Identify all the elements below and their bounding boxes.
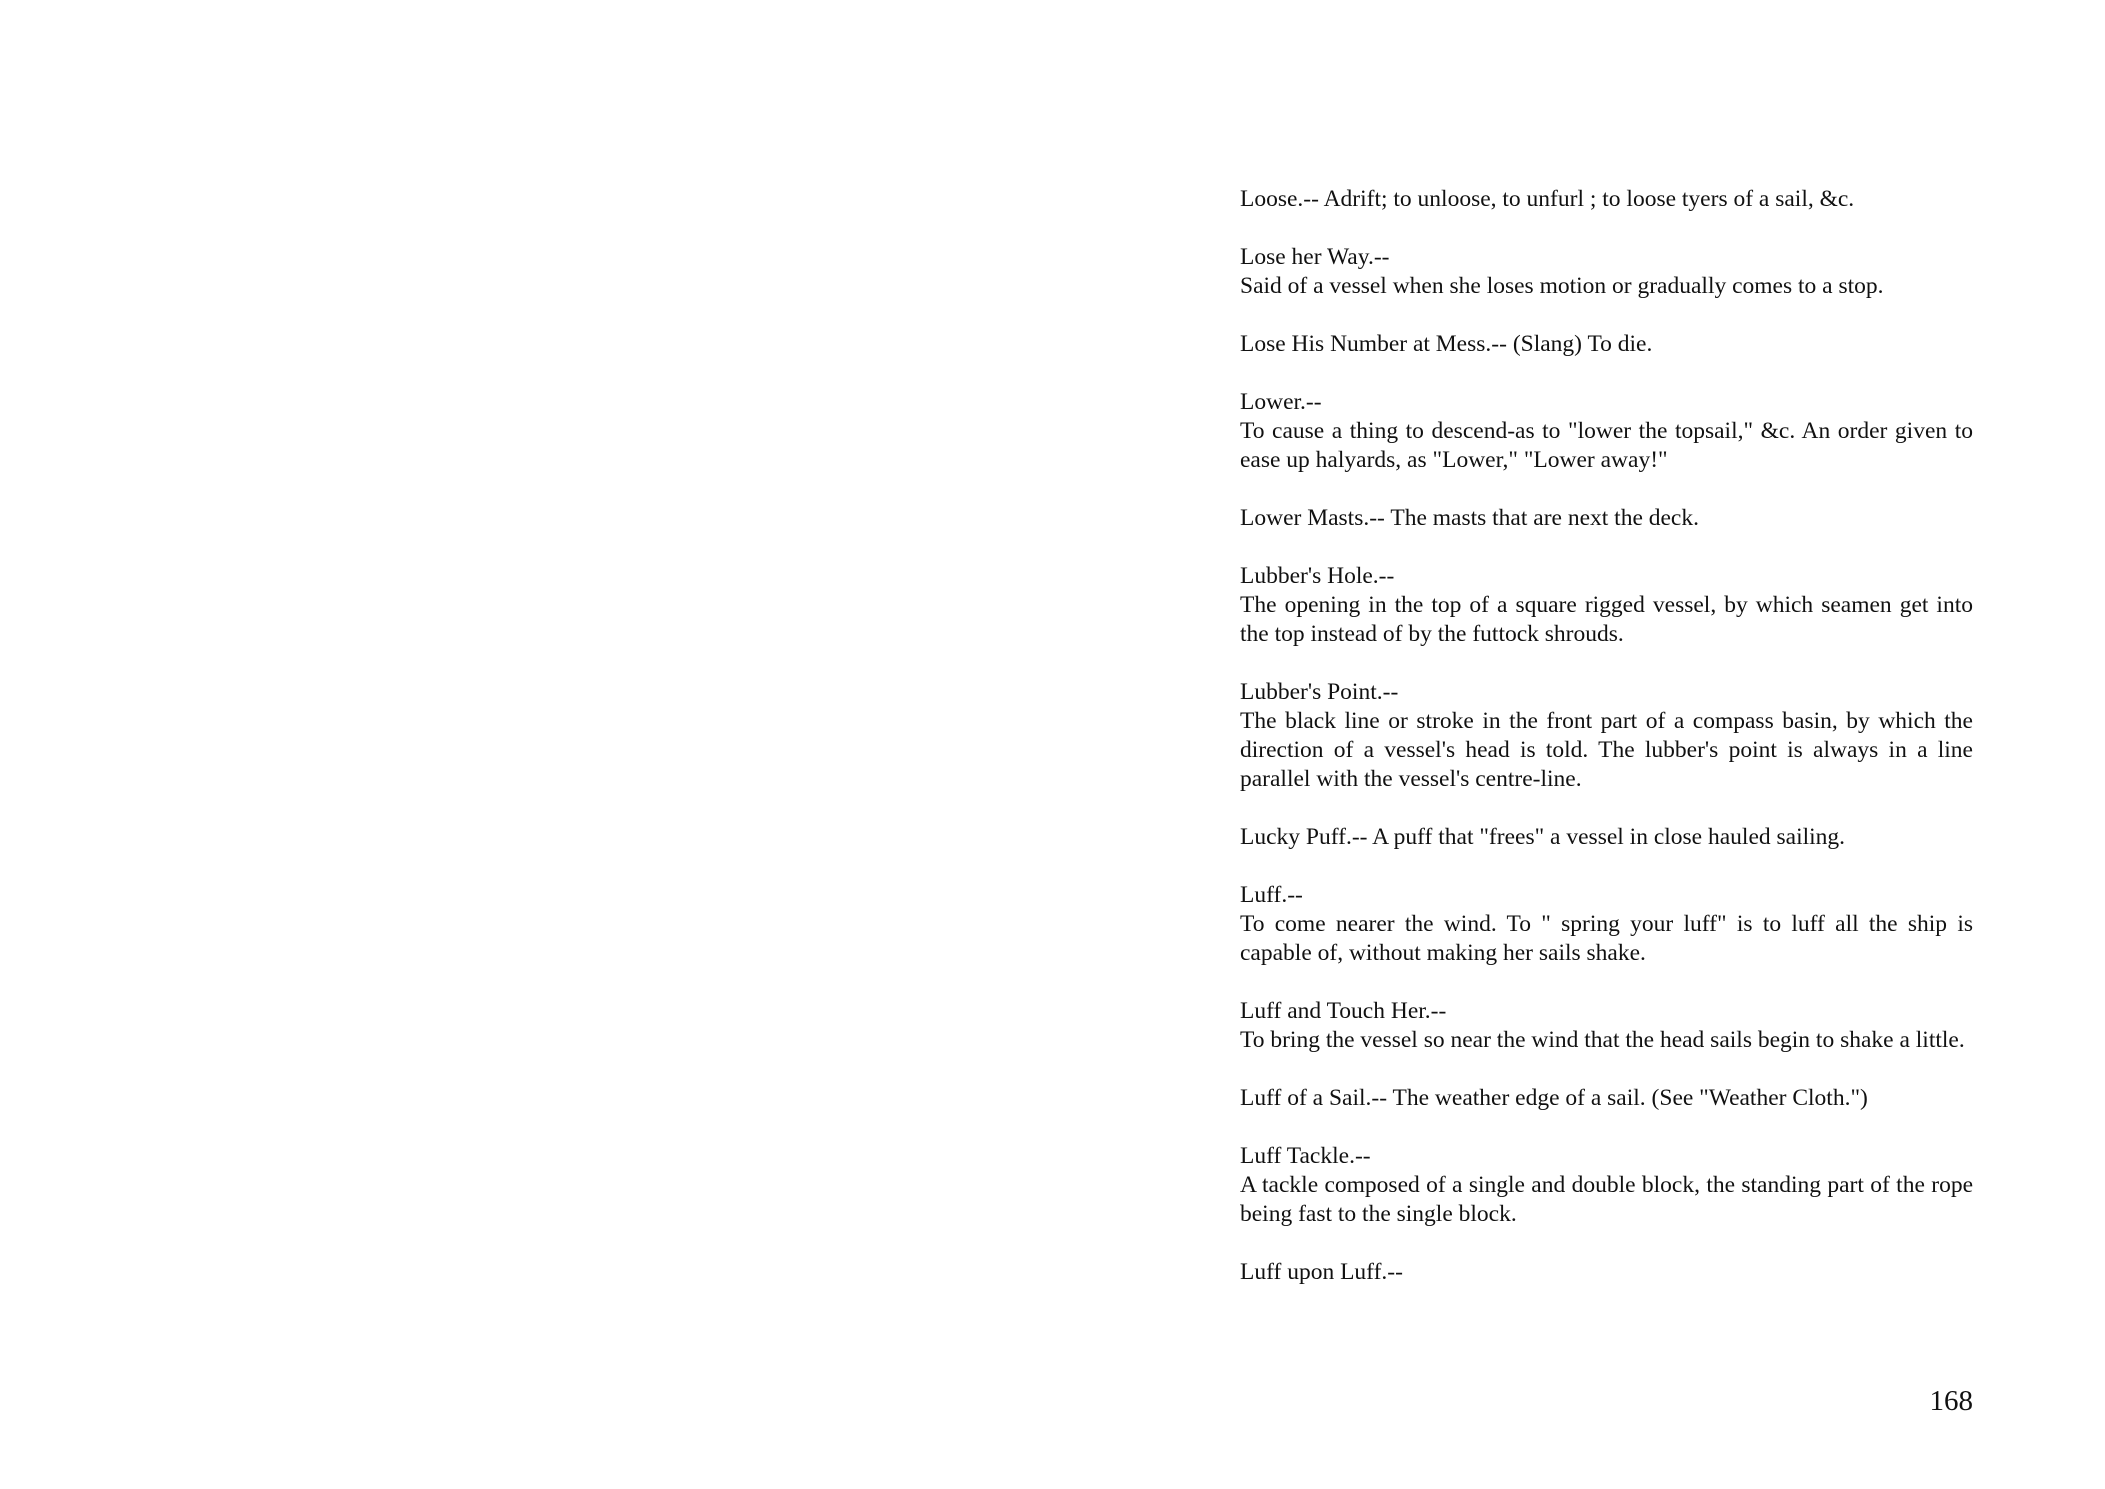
entry-term: Luff.--: [1240, 882, 1303, 908]
glossary-entry-luff-tackle: [1240, 1142, 1973, 1229]
entry-term: Loose.--: [1240, 186, 1319, 212]
glossary-entry-lubbers-point: [1240, 678, 1973, 794]
entry-definition: To bring the vessel so near the wind that the head sails begin to shake a little.: [1240, 1027, 1965, 1053]
entry-definition: To come nearer the wind. To " spring your luff" is to luff all the ship is capable of, without making her sails shake.: [1240, 911, 1973, 966]
page-number: 168: [1929, 1385, 1973, 1417]
glossary-entry-luff: [1240, 881, 1973, 968]
entry-definition: Said of a vessel when she loses motion or gradually comes to a stop.: [1240, 273, 1884, 299]
glossary-entry-lower: [1240, 388, 1973, 475]
glossary-entry-luff-of-a-sail: [1240, 1084, 1973, 1113]
entry-definition: A tackle composed of a single and double block, the standing part of the rope being fast to the single block.: [1240, 1172, 1973, 1227]
entry-definition: The opening in the top of a square rigged vessel, by which seamen get into the top instead of by the futtock shrouds.: [1240, 592, 1973, 647]
glossary-page: [1240, 185, 1973, 1316]
entry-term: Lucky Puff.--: [1240, 824, 1368, 850]
glossary-entry-luff-and-touch-her: [1240, 997, 1973, 1055]
entry-term: Lower Masts.--: [1240, 505, 1385, 531]
entry-term: Lower.--: [1240, 389, 1322, 415]
entry-definition: The black line or stroke in the front part of a compass basin, by which the direction of a vessel's head is told. The lubber's point is always in a line parallel with the vessel's centre-line.: [1240, 708, 1973, 792]
glossary-entry-lubbers-hole: [1240, 562, 1973, 649]
entry-definition: The masts that are next the deck.: [1390, 505, 1699, 531]
entry-term: Luff Tackle.--: [1240, 1143, 1371, 1169]
entry-definition: (Slang) To die.: [1512, 331, 1653, 357]
entry-term: Lubber's Point.--: [1240, 679, 1399, 705]
glossary-entry-lose-her-way: [1240, 243, 1973, 301]
entry-term: Lose His Number at Mess.--: [1240, 331, 1507, 357]
glossary-entry-luff-upon-luff: [1240, 1258, 1973, 1287]
entry-term: Lose her Way.--: [1240, 244, 1390, 270]
entry-term: Lubber's Hole.--: [1240, 563, 1395, 589]
glossary-entry-loose: [1240, 185, 1973, 214]
glossary-entry-lucky-puff: [1240, 823, 1973, 852]
glossary-entry-lose-his-number: [1240, 330, 1973, 359]
entry-definition: The weather edge of a sail. (See "Weather Cloth."): [1392, 1085, 1868, 1111]
entry-term: Luff upon Luff.--: [1240, 1259, 1403, 1285]
entry-definition: A puff that "frees" a vessel in close hauled sailing.: [1372, 824, 1846, 850]
entry-term: Luff of a Sail.--: [1240, 1085, 1388, 1111]
glossary-entry-lower-masts: [1240, 504, 1973, 533]
entry-definition: To cause a thing to descend-as to "lower the topsail," &c. An order given to ease up halyards, as "Lower," "Lower away!": [1240, 418, 1973, 473]
entry-term: Luff and Touch Her.--: [1240, 998, 1447, 1024]
entry-definition: Adrift; to unloose, to unfurl ; to loose tyers of a sail, &c.: [1323, 186, 1855, 212]
